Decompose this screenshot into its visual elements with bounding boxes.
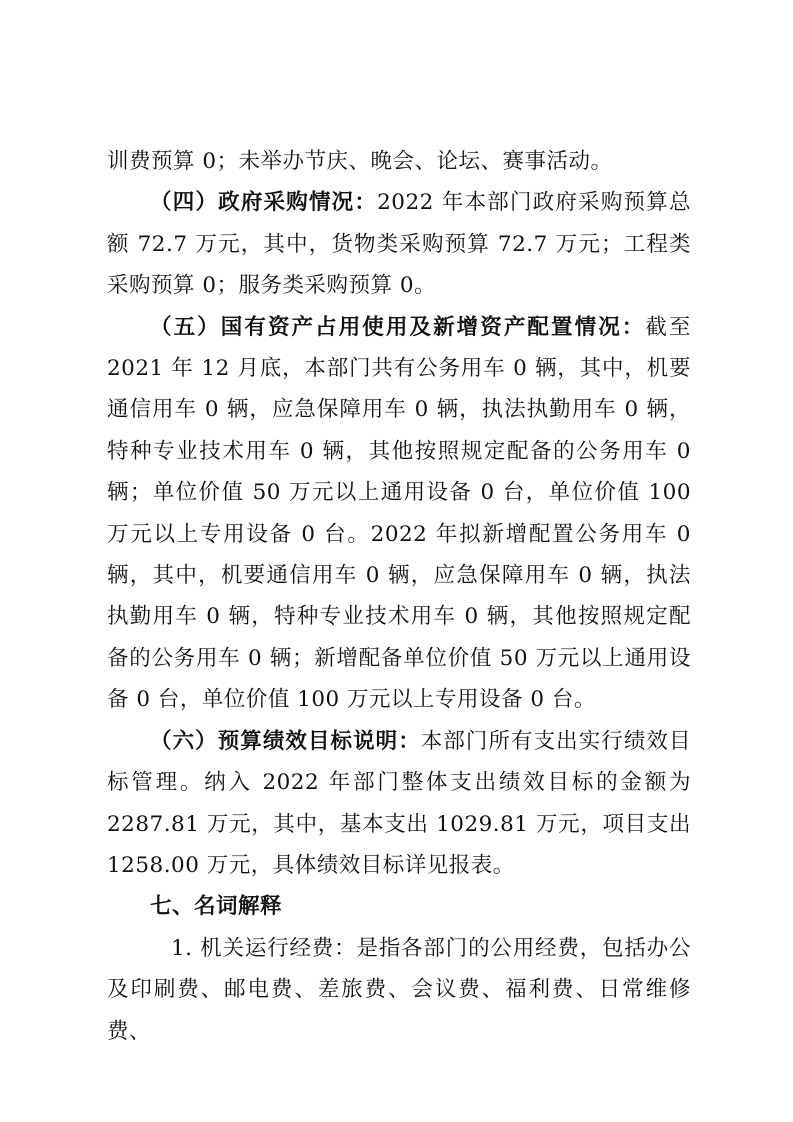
paragraph-glossary-item-1: 1. 机关运行经费：是指各部门的公用经费，包括办公及印刷费、邮电费、差旅费、会议费、福利费、日常维修费、 [107, 935, 691, 1044]
paragraph-performance-targets [107, 721, 691, 887]
text-performance-targets: 本部门所有支出实行绩效目标管理。纳入 2022 年部门整体支出绩效目标的金额为 2287.81 万元，其中，基本支出 1029.81 万元，项目支出 1258.00 万元，具体绩效目标详见报表。 [107, 728, 691, 878]
document-body [107, 141, 691, 1052]
text-government-procurement: 2022 年本部门政府采购预算总额 72.7 万元，其中，货物类采购预算 72.7 万元；工程类采购预算 0；服务类采购预算 0。 [107, 190, 691, 299]
paragraph-state-assets [107, 307, 691, 721]
paragraph-training-expense-continued: 训费预算 0；未举办节庆、晚会、论坛、赛事活动。 [107, 149, 613, 174]
text-state-assets: 截至 2021 年 12 月底，本部门共有公务用车 0 辆，其中，机要通信用车 0 辆，应急保障用车 0 辆，执法执勤用车 0 辆，特种专业技术用车 0 辆，其他按照规定配备的公务用车 0 辆；单位价值 50 万元以上通用设备 0 台，单位价值 100 万元以上专用设备 0 台。2022 年拟新增配置公务用车 0 辆，其中，机要通信用车 0 辆，应急保障用车 0 辆，执法执勤用车 0 辆，特种专业技术用车 0 辆，其他按照规定配备的公务用车 0 辆；新增配备单位价值 50 万元以上通用设备 0 台，单位价值 100 万元以上专用设备 0 台。 [107, 314, 691, 713]
heading-government-procurement: （四）政府采购情况： [150, 190, 378, 216]
paragraph-government-procurement [107, 182, 691, 306]
section-heading-glossary: 七、名词解释 [150, 894, 283, 920]
heading-state-assets: （五）国有资产占用使用及新增资产配置情况： [150, 314, 646, 340]
heading-performance-targets: （六）预算绩效目标说明： [150, 728, 421, 754]
